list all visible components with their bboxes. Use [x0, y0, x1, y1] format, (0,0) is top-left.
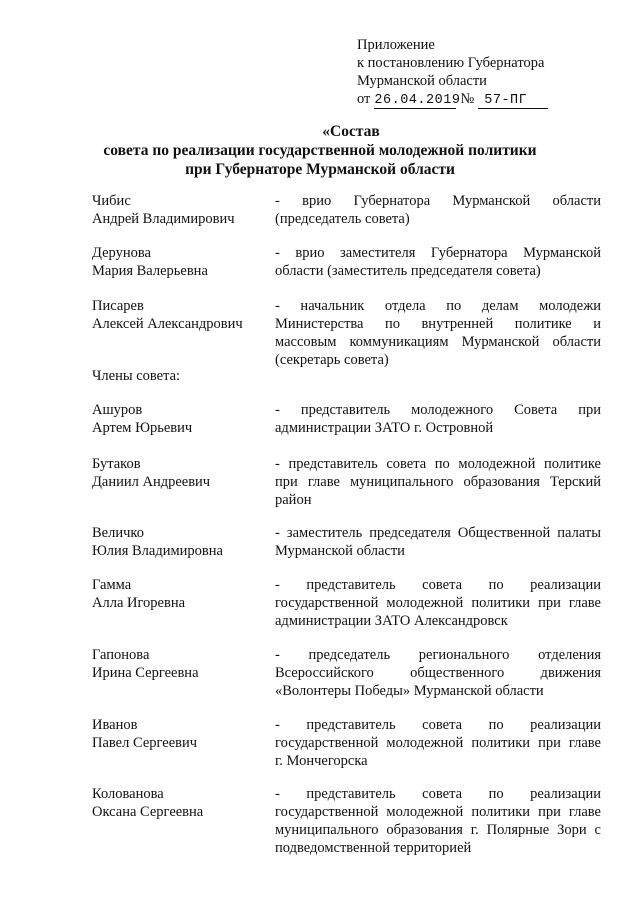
member-role	[275, 244, 601, 280]
role-line: - врио заместителя Губернатора Мурманской	[275, 245, 601, 261]
role-line: (председатель совета)	[275, 211, 410, 227]
appendix-line: к постановлению Губернатора	[357, 55, 545, 71]
appendix-date-line	[357, 90, 548, 109]
section-heading-members: Члены совета:	[92, 368, 181, 384]
member-given-name: Артем Юрьевич	[92, 420, 193, 436]
role-line: Всероссийского общественного движения	[275, 665, 601, 681]
role-line: «Волонтеры Победы» Мурманской области	[275, 683, 544, 699]
member-role	[275, 455, 601, 509]
role-line: массовым коммуникациям Мурманской области	[275, 334, 601, 350]
member-surname: Колованова	[92, 786, 164, 802]
member-given-name: Оксана Сергеевна	[92, 804, 204, 820]
role-line: подведомственной территорией	[275, 840, 472, 856]
member-surname: Писарев	[92, 298, 144, 314]
appendix-line: Приложение	[357, 37, 435, 53]
member-name	[92, 297, 272, 333]
member-surname: Чибис	[92, 193, 131, 209]
decree-number: 57-ПГ	[478, 93, 548, 109]
title-line: «Состав	[322, 123, 380, 140]
member-given-name: Юлия Владимировна	[92, 543, 223, 559]
member-given-name: Павел Сергеевич	[92, 735, 198, 751]
member-role	[275, 576, 601, 630]
member-surname: Гамма	[92, 577, 132, 593]
member-surname: Величко	[92, 525, 144, 541]
member-role	[275, 646, 601, 700]
member-given-name: Даниил Андреевич	[92, 474, 211, 490]
role-line: Министерства по внутренней политике и	[275, 316, 601, 332]
role-line: г. Мончегорска	[275, 753, 368, 769]
member-name	[92, 524, 272, 560]
role-line: администрации ЗАТО Александровск	[275, 613, 508, 629]
member-given-name: Андрей Владимирович	[92, 211, 235, 227]
member-surname: Иванов	[92, 717, 138, 733]
number-label: №	[460, 91, 475, 107]
appendix-line: Мурманской области	[357, 73, 487, 89]
member-surname: Бутаков	[92, 456, 141, 472]
member-given-name: Мария Валерьевна	[92, 263, 208, 279]
member-role	[275, 297, 601, 369]
document-title	[0, 122, 640, 179]
role-line: при главе муниципального образования Терский	[275, 474, 601, 490]
title-line: совета по реализации государственной молодежной политики	[103, 142, 537, 159]
role-line: - начальник отдела по делам молодежи	[275, 298, 601, 314]
member-surname: Гапонова	[92, 647, 150, 663]
role-line: - представитель совета по молодежной политике	[275, 456, 601, 472]
member-role	[275, 716, 601, 770]
member-role	[275, 401, 601, 437]
member-given-name: Алексей Александрович	[92, 316, 243, 332]
member-surname: Ашуров	[92, 402, 143, 418]
member-role	[275, 192, 601, 228]
role-line: области (заместитель председателя совета)	[275, 263, 541, 279]
role-line: - заместитель председателя Общественной палаты	[275, 525, 601, 541]
title-line: при Губернаторе Мурманской области	[185, 161, 455, 178]
role-line: - представитель молодежного Совета при	[275, 402, 601, 418]
member-surname: Дерунова	[92, 245, 151, 261]
role-line: район	[275, 492, 312, 508]
member-name	[92, 455, 272, 491]
role-line: - представитель совета по реализации	[275, 577, 601, 593]
member-role	[275, 785, 601, 857]
member-name	[92, 244, 272, 280]
member-role	[275, 524, 601, 560]
role-line: администрации ЗАТО г. Островной	[275, 420, 494, 436]
role-line: - представитель совета по реализации	[275, 717, 601, 733]
role-line: Мурманской области	[275, 543, 405, 559]
member-name	[92, 401, 272, 437]
from-label: от	[357, 91, 371, 107]
member-given-name: Алла Игоревна	[92, 595, 186, 611]
decree-date: 26.04.2019	[374, 93, 461, 108]
role-line: государственной молодежной политики при главе	[275, 735, 601, 751]
member-name	[92, 646, 272, 682]
role-line: - врио Губернатора Мурманской области	[275, 193, 601, 209]
role-line: государственной молодежной политики при главе	[275, 595, 601, 611]
member-name	[92, 576, 272, 612]
role-line: (секретарь совета)	[275, 352, 389, 368]
appendix-block	[357, 36, 548, 109]
member-given-name: Ирина Сергеевна	[92, 665, 199, 681]
member-name	[92, 192, 272, 228]
role-line: муниципального образования г. Полярные Зори с	[275, 822, 601, 838]
member-name	[92, 785, 272, 821]
role-line: - председатель регионального отделения	[275, 647, 601, 663]
role-line: государственной молодежной политики при главе	[275, 804, 601, 820]
member-name	[92, 716, 272, 752]
role-line: - представитель совета по реализации	[275, 786, 601, 802]
